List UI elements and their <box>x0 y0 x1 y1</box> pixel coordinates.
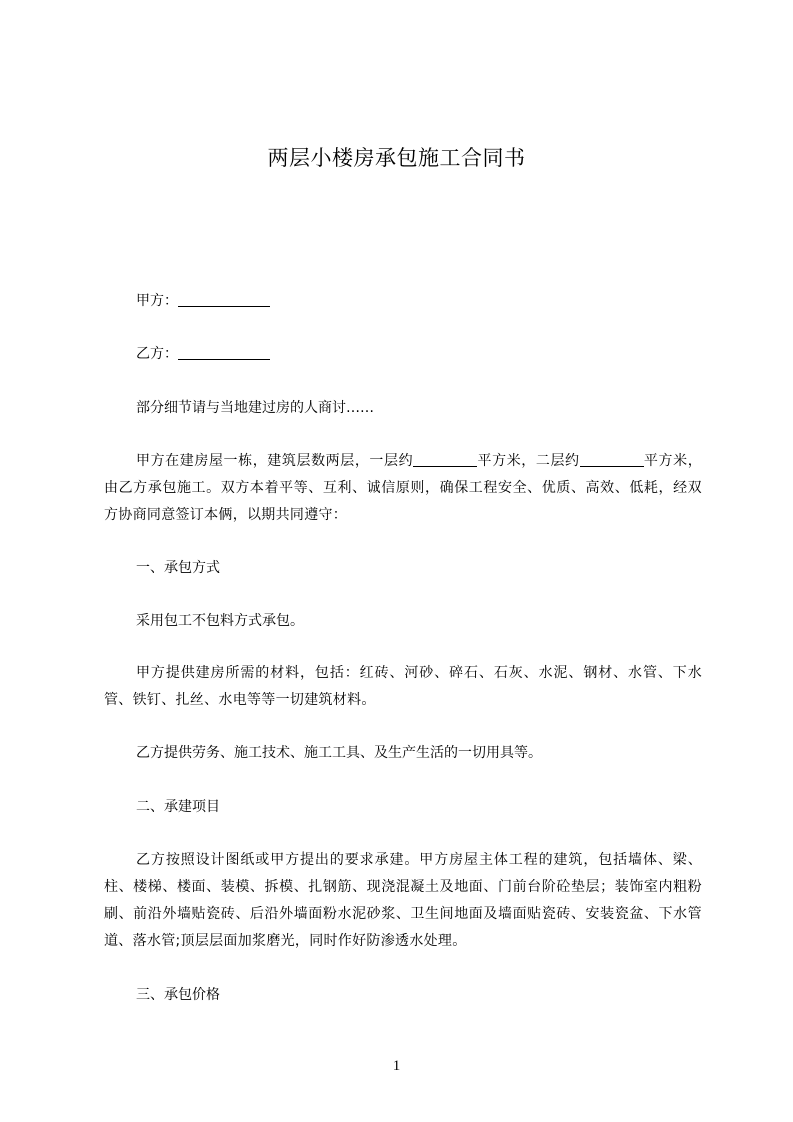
second-floor-area-blank <box>580 451 644 467</box>
party-b-line <box>136 344 270 364</box>
section2-heading: 二、承建项目 <box>136 799 220 815</box>
intro-text-part2: 平方米，二层约 <box>477 453 580 469</box>
section1-paragraph-1: 采用包工不包料方式承包。 <box>136 613 304 629</box>
intro-text-part3: 平方米，由乙方承包施工。双方本着平等、互利、诚信原则，确保工程安全、优质、高效、低耗，经双方协商同意签订本俩，以期共同遵守： <box>104 453 702 523</box>
page-number: 1 <box>392 1058 401 1074</box>
note-text: 部分细节请与当地建过房的人商讨…… <box>136 400 374 416</box>
party-a-label: 甲方： <box>136 293 178 309</box>
section1-heading: 一、承包方式 <box>136 560 220 576</box>
intro-text-part1: 甲方在建房屋一栋，建筑层数两层，一层约 <box>136 453 414 469</box>
party-a-blank <box>178 291 270 307</box>
first-floor-area-blank <box>413 451 477 467</box>
intro-paragraph <box>104 448 702 529</box>
party-b-label: 乙方： <box>136 346 178 362</box>
document-title: 两层小楼房承包施工合同书 <box>267 146 526 170</box>
section2-paragraph-1: 乙方按照设计图纸或甲方提出的要求承建。甲方房屋主体工程的建筑，包括墙体、梁、柱、楼梯、楼面、装模、拆模、扎钢筋、现浇混凝土及地面、门前台阶砼垫层；装饰室内粗粉刷、前沿外墙贴瓷砖、后沿外墙面粉水泥砂浆、卫生间地面及墙面贴瓷砖、安装瓷盆、下水管道、落水管;顶层层面加浆磨光，同时作好防渗透水处理。 <box>104 852 702 949</box>
section1-paragraph-3: 乙方提供劳务、施工技术、施工工具、及生产生活的一切用具等。 <box>136 745 542 761</box>
party-a-line <box>136 291 270 311</box>
section1-paragraph-2: 甲方提供建房所需的材料，包括：红砖、河砂、碎石、石灰、水泥、钢材、水管、下水管、铁钉、扎丝、水电等等一切建筑材料。 <box>104 665 702 708</box>
party-b-blank <box>178 344 270 360</box>
section3-heading: 三、承包价格 <box>136 987 220 1003</box>
